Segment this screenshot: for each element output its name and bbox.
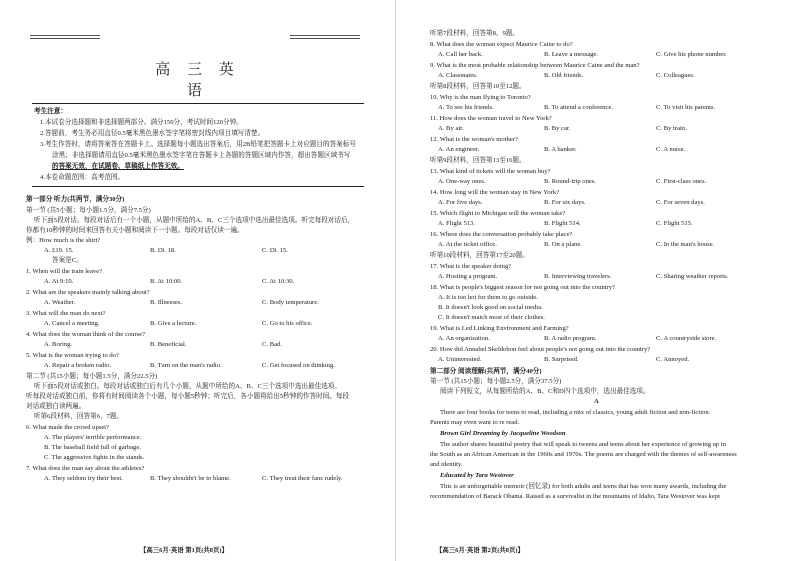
option: C. The aggressive fights in the stands. — [44, 454, 145, 461]
option: B. A radio program. — [544, 335, 597, 342]
option: A. Hosting a program. — [438, 273, 498, 280]
option: B. The baseball field full of garbage. — [44, 444, 141, 451]
question: 6. What made the crowd upset? — [26, 424, 110, 431]
header-rule-right — [290, 35, 360, 39]
option: A. Repair a broken radio. — [44, 362, 112, 369]
option: A. Flight 513. — [438, 220, 476, 227]
option: C. First-class ones. — [656, 178, 707, 185]
question: 7. What does the man say about the athletes? — [26, 465, 145, 472]
option: A. To see his friends. — [438, 104, 494, 111]
material-label: 听第8段材料，回答第10至12题。 — [430, 83, 526, 90]
option: A. £19. 15. — [44, 247, 74, 254]
passage-letter: A — [594, 398, 599, 405]
question: 16. Where does the conversation probably take place? — [430, 231, 573, 238]
passage-line: and identity. — [430, 461, 463, 468]
option: B. To attend a conference. — [544, 104, 613, 111]
option: C. Body temperature. — [262, 299, 319, 306]
passage-line: the South as an African American in the 1960s and 1970s. The poems are charged with the themes of self-awareness — [430, 451, 737, 458]
option: A. For five days. — [438, 199, 483, 206]
section1-title: 第一节 (共5小题；每小题1.5分，满分7.5分) — [26, 207, 151, 214]
note-line: 的答案无效，在试题卷、草稿纸上作答无效。 — [52, 163, 184, 170]
notes-title: 考生注意： — [34, 108, 67, 115]
note-line: 3.考生作答时，请将答案答在答题卡上。选择题每小题选出答案后，用2B铅笔把答题卡上对应题目的答案标号 — [40, 141, 356, 148]
page-footer: 【高三6月·英语 第1页(共8页)】 — [140, 547, 228, 554]
option: C. £9. 15. — [262, 247, 288, 254]
option: B. They shouldn't be to blame. — [150, 475, 231, 482]
passage-line: There are four books for teens to read, including a mix of classics, young adult fiction and non-fiction. — [440, 409, 711, 416]
option: C. To visit his parents. — [656, 104, 716, 111]
section1-intro: 你都有10秒钟的时间来回答有关小题和阅读下一小题。每段对话仅读一遍。 — [26, 227, 244, 234]
option: A. The players' terrible performance. — [44, 434, 142, 441]
exam-page-1 — [0, 0, 395, 561]
option: C. A nurse. — [656, 146, 686, 153]
page-title: 高 三 英 语 — [155, 60, 240, 99]
option: C. At 10:30. — [262, 278, 295, 285]
option: C. Sharing weather reports. — [656, 273, 729, 280]
question: 14. How long will the woman stay in New York? — [430, 189, 560, 196]
option: A. At 9:10. — [44, 278, 74, 285]
option: B. Old friends. — [544, 72, 584, 79]
section2-intro: 对话或独白读两遍。 — [26, 403, 86, 410]
option: B. On a plane. — [544, 241, 582, 248]
example-question: 例：How much is the shirt? — [26, 237, 101, 244]
material-label: 听第7段材料，回答第8、9题。 — [430, 30, 520, 37]
option: A. Weather. — [44, 299, 76, 306]
question: 9. What is the most probable relationship between Maurice Caine and the man? — [430, 62, 640, 69]
material-label: 听第6段材料，回答第6、7题。 — [34, 413, 124, 420]
passage-line: recommendation of Barack Obama. Raised as a survivalist in the mountains of Idaho, Tara Westover was kept — [430, 493, 720, 500]
note-line: 2.答题前，考生务必用直径0.5毫米黑色墨水签字笔将密封线内项目填写清楚。 — [40, 130, 265, 137]
option: B. Beneficial. — [150, 341, 187, 348]
option: B. Give a lecture. — [150, 320, 197, 327]
option: C. They treat their fans rudely. — [262, 475, 343, 482]
question: 1. When will the train leave? — [26, 268, 103, 275]
option: B. Surprised. — [544, 356, 579, 363]
question: 18. What is people's biggest reason for not going out into the country? — [430, 284, 616, 291]
question: 19. What is Led Linking Environment and Farming? — [430, 325, 569, 332]
exam-page-2 — [396, 0, 794, 561]
option: C. In the man's house. — [656, 241, 715, 248]
book-title: Educated by Tara Westover — [440, 472, 514, 479]
option: C. A countryside store. — [656, 335, 717, 342]
option: C. Flight 515. — [656, 220, 693, 227]
section2-intro: 听每段对话或独白前，你将有时间阅读各个小题，每小题5秒钟；听完后，各小题将给出5秒钟的作答时间。每段 — [26, 393, 350, 400]
question: 2. What are the speakers mainly talking about? — [26, 289, 150, 296]
question: 12. What is the woman's mother? — [430, 136, 518, 143]
passage-line: The author shares beautiful poetry that will speak to tweens and teens about her experience of growing up in — [440, 441, 727, 448]
option: C. Get focused on thinking. — [262, 362, 335, 369]
part1-title: 第一部分 听力(共两节，满分30分) — [26, 196, 125, 203]
question: 13. What kind of tickets will the woman buy? — [430, 168, 551, 175]
part2-section1-title: 第一节 (共15小题；每小题2.5分，满分37.5分) — [430, 378, 562, 385]
option: C. Annoyed. — [656, 356, 690, 363]
passage-line: Parents may even want to re read. — [430, 419, 520, 426]
note-line: 涂黑；非选择题请用直径0.5毫米黑色墨水签字笔在答题卡上各题的答题区域内作答，超出答题区域书写 — [52, 152, 351, 159]
option: B. A banker. — [544, 146, 577, 153]
option: A. One-way ones. — [438, 178, 486, 185]
question: 17. What is the speaker doing? — [430, 263, 512, 270]
title-divider — [32, 103, 364, 104]
option: C. By train. — [656, 125, 687, 132]
option: A. An engineer. — [438, 146, 480, 153]
option: B. Illnesses. — [150, 299, 183, 306]
option: A. Uninterested. — [438, 356, 482, 363]
question: 10. Why is the man flying to Toronto? — [430, 94, 531, 101]
section1-intro: 听下面5段对话。每段对话后有一个小题，从题中所给的A、B、C三个选项中选出最佳选项。听完每段对话后， — [34, 217, 355, 224]
material-label: 听第10段材料，回答第17至20题。 — [430, 252, 529, 259]
option: A. Classmates. — [438, 72, 478, 79]
page-footer: 【高三6月·英语 第2页(共8页)】 — [436, 547, 524, 554]
option: B. At 10:00. — [150, 278, 183, 285]
option: A. Cancel a meeting. — [44, 320, 100, 327]
book-title: Brown Girl Dreaming by Jacqueline Woodson — [440, 430, 566, 437]
header-rule-left — [30, 35, 100, 39]
option: B. Interviewing travelers. — [544, 273, 612, 280]
notes-divider — [32, 186, 364, 187]
option: C. Go to his office. — [262, 320, 313, 327]
question: 8. What does the woman expect Maurice Caine to do? — [430, 41, 573, 48]
passage-line: This is an unforgettable memoir (回忆录) for both adults and teens that has won many awards, including the — [440, 483, 727, 490]
option: C. Colleagues. — [656, 72, 695, 79]
section2-title: 第二节 (共15小题；每小题1.5分，满分22.5分) — [26, 373, 158, 380]
option: B. For six days. — [544, 199, 586, 206]
question: 5. What is the woman trying to do? — [26, 352, 119, 359]
part2-intro: 阅读下列短文，从每题所给的A、B、C和D四个选项中，选出最佳选项。 — [440, 388, 650, 395]
option: C. It doesn't match most of their clothes. — [438, 314, 545, 321]
question: 15. Which flight to Michigan will the woman take? — [430, 210, 566, 217]
question: 11. How does the woman travel to New York? — [430, 115, 552, 122]
question: 3. What will the man do next? — [26, 310, 106, 317]
section2-intro: 听下面5段对话或独白。每段对话或独白后有几个小题，从题中所给的A、B、C三个选项中选出最佳选项。 — [34, 383, 341, 390]
option: B. Round-trip ones. — [544, 178, 597, 185]
part2-title: 第二部分 阅读理解(共两节，满分40分) — [430, 368, 542, 375]
option: C. Give his phone number. — [656, 51, 727, 58]
option: B. Turn on the man's radio. — [150, 362, 222, 369]
question: 20. How did Annabel Skeldobon feel about people's not going out into the country? — [430, 346, 651, 353]
option: A. At the ticket office. — [438, 241, 497, 248]
option: C. Bad. — [262, 341, 282, 348]
option: A. Boring. — [44, 341, 73, 348]
option: B. £9. 18. — [150, 247, 176, 254]
material-label: 听第9段材料，回答第13至16题。 — [430, 157, 526, 164]
option: A. Call her back. — [438, 51, 483, 58]
option: A. By air. — [438, 125, 464, 132]
question: 4. What does the woman think of the course? — [26, 331, 146, 338]
option: A. An organization. — [438, 335, 490, 342]
note-line: 4.本卷命题范围：高考范围。 — [40, 174, 125, 181]
example-answer: 答案是C。 — [52, 257, 83, 264]
option: B. Leave a message. — [544, 51, 599, 58]
option: B. It doesn't look good on social media. — [438, 304, 543, 311]
option: B. By car. — [544, 125, 571, 132]
option: B. Flight 514. — [544, 220, 581, 227]
note-line: 1.本试卷分选择题和非选择题两部分。满分150分，考试时间120分钟。 — [40, 119, 243, 126]
option: A. They seldom try their best. — [44, 475, 123, 482]
option: A. It is too hot for them to go outside. — [438, 294, 538, 301]
option: C. For seven days. — [656, 199, 705, 206]
